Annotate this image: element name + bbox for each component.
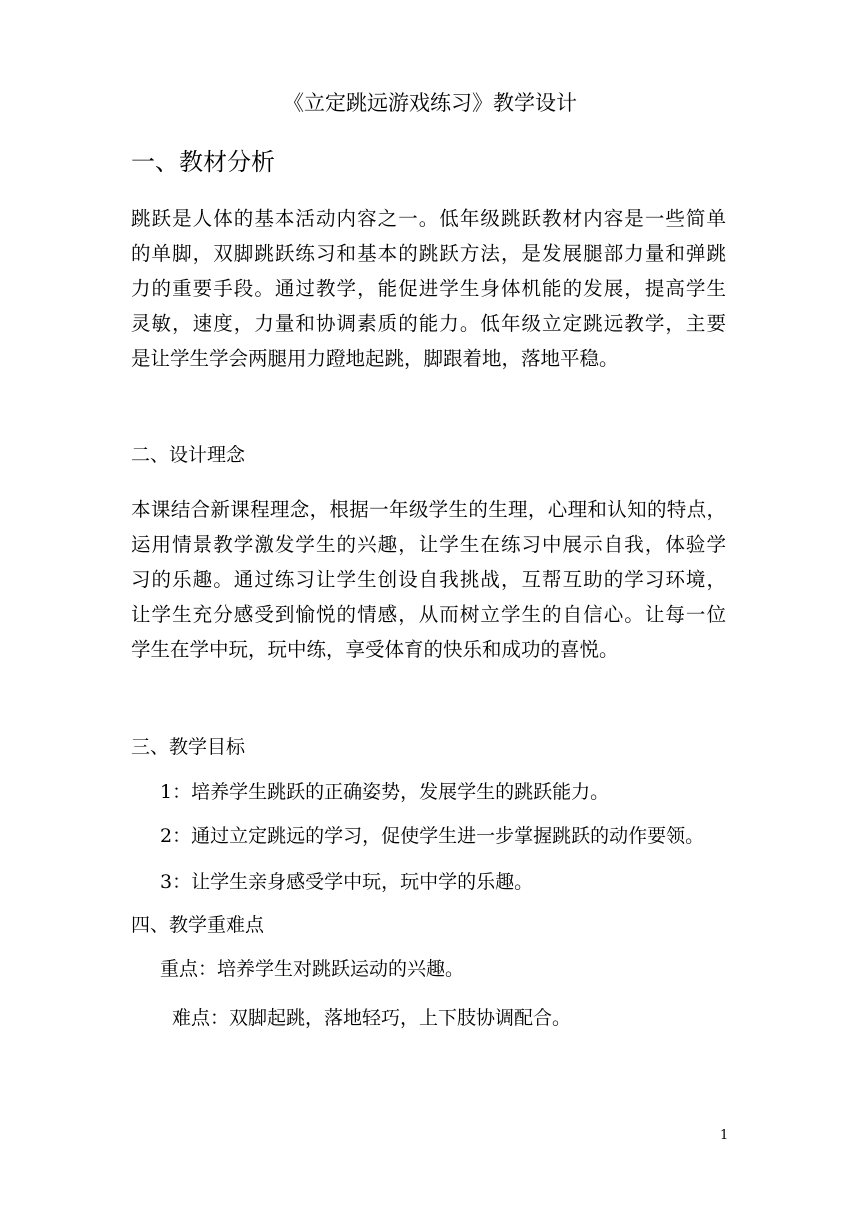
paragraph-line: 习的乐趣。通过练习让学生创设自我挑战，互帮互助的学习环境，	[131, 568, 726, 591]
objective-item-3: 3：让学生亲身感受学中玩，玩中学的乐趣。	[160, 871, 534, 893]
paragraph-line: 力的重要手段。通过教学，能促进学生身体机能的发展，提高学生	[131, 277, 726, 300]
paragraph-line: 跳跃是人体的基本活动内容之一。低年级跳跃教材内容是一些简单	[131, 207, 726, 230]
paragraph-design-concept	[131, 492, 726, 667]
key-point: 重点：培养学生对跳跃运动的兴趣。	[160, 958, 465, 980]
objective-item-1: 1：培养学生跳跃的正确姿势，发展学生的跳跃能力。	[160, 781, 610, 803]
paragraph-line: 灵敏，速度，力量和协调素质的能力。低年级立定跳远教学，主要	[131, 312, 726, 335]
paragraph-line: 让学生充分感受到愉悦的情感，从而树立学生的自信心。让每一位	[131, 603, 726, 626]
page-number: 1	[720, 1128, 729, 1143]
paragraph-line: 的单脚，双脚跳跃练习和基本的跳跃方法，是发展腿部力量和弹跳	[131, 242, 726, 265]
document-title: 《立定跳远游戏练习》教学设计	[283, 91, 577, 115]
paragraph-line: 运用情景教学激发学生的兴趣，让学生在练习中展示自我，体验学	[131, 533, 726, 556]
section-heading-design-concept: 二、设计理念	[131, 444, 246, 466]
paragraph-line: 学生在学中玩，玩中练，享受体育的快乐和成功的喜悦。	[131, 638, 619, 661]
difficult-point: 难点：双脚起跳，落地轻巧，上下肢协调配合。	[172, 1007, 572, 1029]
section-heading-key-difficult-points: 四、教学重难点	[131, 914, 265, 936]
paragraph-line: 是让学生学会两腿用力蹬地起跳，脚跟着地，落地平稳。	[131, 347, 619, 370]
paragraph-textbook-analysis	[131, 201, 726, 376]
paragraph-line: 本课结合新课程理念，根据一年级学生的生理，心理和认知的特点，	[131, 498, 726, 521]
section-heading-textbook-analysis: 一、教材分析	[131, 148, 275, 176]
objective-item-2: 2：通过立定跳远的学习，促使学生进一步掌握跳跃的动作要领。	[160, 825, 705, 847]
section-heading-teaching-objectives: 三、教学目标	[131, 736, 246, 758]
